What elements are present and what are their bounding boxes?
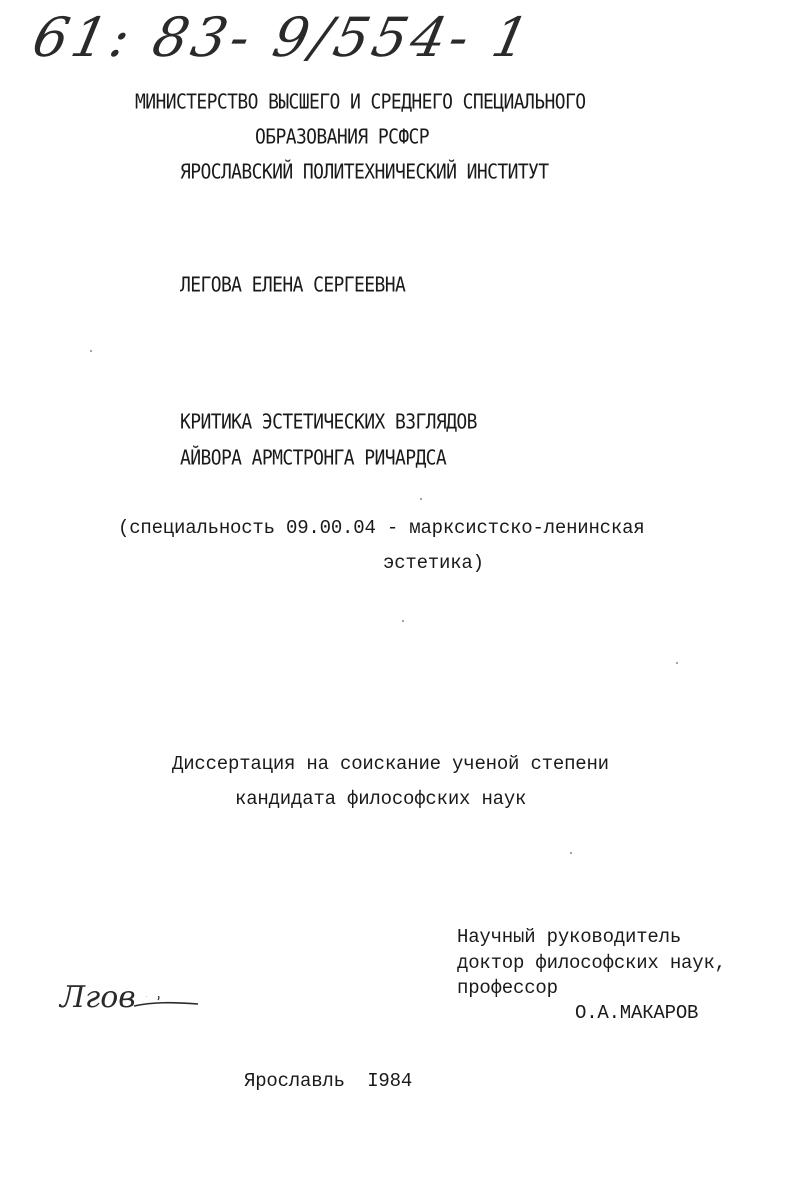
title-line-2: АЙВОРА АРМСТРОНГА РИЧАРДСА bbox=[180, 446, 447, 471]
specialty-line-1: (специальность 09.00.04 - марксистско-ленинская bbox=[118, 517, 645, 539]
ministry-line-2: ОБРАЗОВАНИЯ РСФСР bbox=[255, 125, 430, 150]
institute-name: ЯРОСЛАВСКИЙ ПОЛИТЕХНИЧЕСКИЙ ИНСТИТУТ bbox=[180, 160, 549, 185]
ministry-line-1: МИНИСТЕРСТВО ВЫСШЕГО И СРЕДНЕГО СПЕЦИАЛЬНОГО bbox=[135, 90, 586, 115]
scan-speck bbox=[402, 620, 404, 622]
supervisor-degree: доктор философских наук, bbox=[457, 952, 726, 974]
signature-flourish bbox=[132, 996, 202, 1016]
scan-speck bbox=[90, 350, 92, 352]
supervisor-role: Научный руководитель bbox=[457, 926, 682, 948]
scan-speck bbox=[676, 662, 678, 664]
signature-text: Лгов bbox=[60, 980, 136, 1015]
supervisor-rank: профессор bbox=[457, 977, 558, 999]
author-signature bbox=[60, 980, 136, 1015]
archive-handwritten-mark: 61: 83- 9/554- 1 bbox=[27, 6, 539, 69]
specialty-line-2: эстетика) bbox=[383, 552, 484, 574]
footer-city: Ярославль bbox=[244, 1070, 345, 1092]
footer-city-year bbox=[244, 1070, 412, 1092]
scan-speck bbox=[570, 852, 572, 854]
author-name: ЛЕГОВА ЕЛЕНА СЕРГЕЕВНА bbox=[180, 273, 406, 298]
title-line-1: КРИТИКА ЭСТЕТИЧЕСКИХ ВЗГЛЯДОВ bbox=[180, 410, 477, 435]
dissertation-line-1: Диссертация на соискание ученой степени bbox=[172, 753, 609, 775]
scan-speck bbox=[420, 498, 422, 500]
dissertation-line-2: кандидата философских наук bbox=[235, 788, 527, 810]
footer-year: I984 bbox=[367, 1070, 413, 1092]
supervisor-name: О.А.МАКАРОВ bbox=[575, 1002, 699, 1024]
